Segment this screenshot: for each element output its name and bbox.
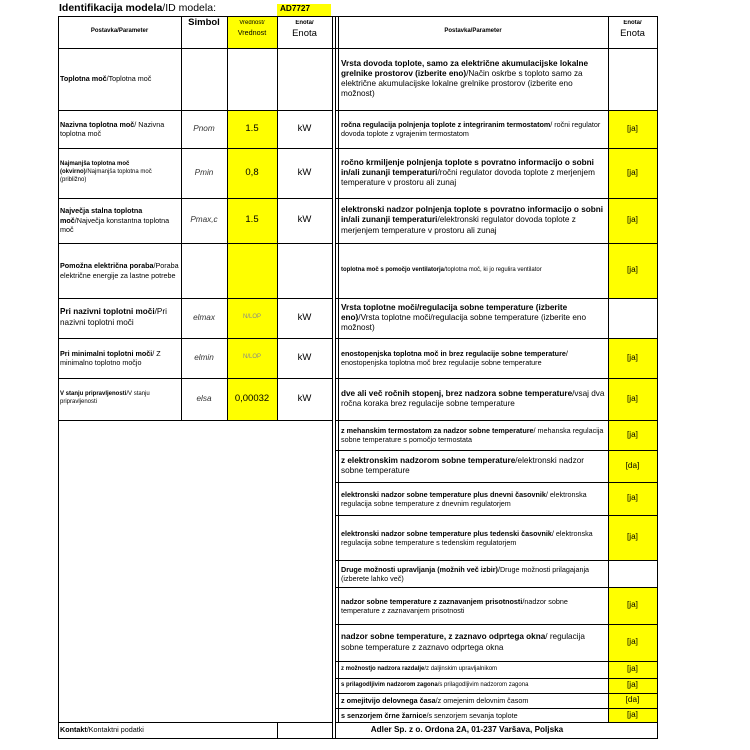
right-parameter-cell — [341, 483, 606, 514]
right-parameter-translation: /elektronski nadzor sobne temperature — [341, 455, 584, 475]
unit-text: kW — [297, 311, 312, 323]
table-rule — [335, 16, 336, 738]
right-unit-text: [ja] — [627, 680, 638, 690]
parameter-translation: / Z minimalno toplotno močjo — [60, 348, 161, 367]
symbol-cell — [181, 148, 227, 198]
unit-cell — [277, 148, 332, 198]
right-parameter-cell — [341, 561, 606, 586]
right-parameter-translation: /vsaj dva ročna koraka brez regulacije sobne temperature — [341, 388, 605, 408]
symbol-cell — [181, 378, 227, 420]
right-parameter-text — [341, 120, 606, 138]
symbol-value: Pmin — [194, 167, 214, 177]
right-parameter-name: dve ali več ročnih stopenj, brez nadzora sobne temperature — [341, 388, 573, 398]
right-parameter-cell — [341, 662, 606, 677]
right-unit-text: [ja] — [627, 664, 638, 674]
col-value-small: Vrednost/ — [239, 20, 265, 26]
right-unit-text: [ja] — [627, 352, 638, 362]
address-text: Adler Sp. z o. Ordona 2A, 01-237 Varšava, Poljska — [370, 724, 564, 734]
right-parameter-name: enostopenjska toplotna moč in brez regulacije sobne temperature — [341, 349, 566, 358]
contact-label — [60, 722, 275, 738]
right-parameter-translation: / ročni regulator dovoda toplote z vgrajenim termostatom — [341, 120, 601, 138]
parameter-text — [60, 307, 179, 328]
symbol-cell — [181, 198, 227, 243]
unit-cell — [277, 378, 332, 420]
right-unit-cell — [608, 515, 657, 560]
right-parameter-text — [341, 711, 606, 720]
col-parameter-header — [58, 16, 181, 48]
table-rule — [58, 738, 658, 739]
right-parameter-translation: /nadzor sobne temperature z zaznavanjem prisotnosti — [341, 596, 568, 615]
right-unit-cell — [608, 338, 657, 378]
parameter-cell — [60, 199, 179, 242]
right-unit-cell — [608, 378, 657, 420]
right-unit-cell — [608, 708, 657, 722]
right-parameter-name: ročna regulacija polnjenja toplote z integriranim termostatom — [341, 120, 551, 129]
symbol-cell — [181, 298, 227, 338]
right-parameter-translation: /s senzorjem sevanja toplote — [426, 710, 518, 720]
right-parameter-cell — [341, 516, 606, 559]
parameter-name: Najmanjša toplotna moč (okvirno) — [60, 161, 130, 176]
right-parameter-translation: /Način oskrbe s toploto samo za električne akumulacijske lokalne grelnike prostorov (izberite eno možnost) — [341, 68, 583, 99]
parameter-text — [60, 391, 179, 407]
parameter-cell — [60, 49, 179, 109]
right-unit-text: [ja] — [627, 123, 638, 133]
parameter-cell — [60, 149, 179, 197]
unit-cell — [277, 110, 332, 148]
right-parameter-cell — [341, 244, 606, 297]
right-col-parameter-header — [338, 16, 608, 48]
right-parameter-name: z elektronskim nadzorom sobne temperature — [341, 455, 516, 465]
right-parameter-text — [341, 529, 606, 547]
right-parameter-name: ročno krmiljenje polnjenja toplote s povratno informacijo o sobni in/ali zunanji temperaturi — [341, 157, 594, 177]
value-text: 1.5 — [245, 122, 259, 134]
right-col-unit-header — [608, 20, 657, 48]
value-cell — [227, 198, 277, 243]
value-cell — [227, 338, 277, 378]
parameter-translation: /Največja konstantna toplotna moč — [60, 215, 170, 235]
table-rule — [58, 16, 59, 738]
right-parameter-name: z omejitvijo delovnega časa — [341, 696, 436, 705]
parameter-translation: /Pri nazivni toplotni moči — [60, 307, 167, 327]
right-unit-cell — [608, 587, 657, 624]
right-parameter-text — [341, 632, 606, 653]
parameter-cell — [60, 111, 179, 147]
value-text: N/LOP — [242, 314, 261, 321]
right-unit-text: [da] — [625, 695, 640, 705]
right-parameter-translation: / enostopenjska toplotna moč brez regulacije sobne temperature — [341, 349, 568, 367]
right-parameter-translation: /s prilagodljivim nadzorom zagona — [437, 681, 529, 688]
right-unit-text: [ja] — [627, 637, 638, 647]
parameter-text — [60, 120, 179, 139]
col-unit-label: Enota — [292, 27, 317, 39]
value-text: N/LOP — [242, 354, 261, 361]
parameter-name: Pri nazivni toplotni moči — [60, 307, 155, 317]
unit-text: kW — [297, 351, 312, 363]
right-parameter-translation: / mehanska regulacija sobne temperature s pomočjo termostata — [341, 426, 604, 444]
right-parameter-name: elektronski nadzor sobne temperature plus tedenski časovnik — [341, 528, 552, 538]
right-unit-cell — [608, 420, 657, 450]
table-rule — [332, 16, 333, 738]
unit-text: kW — [297, 122, 312, 134]
parameter-name: Pomožna električna poraba — [60, 261, 154, 271]
right-parameter-name: s senzorjem črne žarnice — [341, 710, 427, 720]
right-parameter-cell — [341, 679, 606, 692]
symbol-value: elmin — [194, 352, 214, 362]
right-parameter-text — [341, 158, 606, 189]
col-unit-small: Enota/ — [295, 20, 314, 26]
right-parameter-name: nadzor sobne temperature, z zaznavo odprtega okna — [341, 632, 546, 642]
contact-bold: Kontakt — [60, 725, 87, 735]
right-unit-text: [da] — [625, 460, 640, 470]
right-unit-cell — [608, 450, 657, 482]
right-parameter-text — [341, 389, 606, 410]
right-parameter-cell — [341, 379, 606, 419]
right-parameter-cell — [341, 709, 606, 721]
right-parameter-text — [341, 205, 606, 236]
right-unit-text: [ja] — [627, 167, 638, 177]
right-parameter-cell — [341, 339, 606, 377]
right-parameter-text — [341, 666, 606, 674]
contact-rest: /Kontaktni podatki — [86, 725, 144, 735]
parameter-name: Največja stalna toplotna moč — [60, 206, 143, 225]
parameter-cell — [60, 299, 179, 337]
parameter-text — [60, 261, 179, 280]
right-unit-text: [ja] — [627, 215, 638, 225]
value-cell — [227, 298, 277, 338]
right-parameter-translation: /elektronski regulator dovoda toplote z merjenjem temperature v prostoru ali zunaj — [341, 215, 576, 235]
value-highlight — [228, 244, 277, 298]
symbol-value: Pnom — [193, 123, 215, 133]
right-parameter-translation: / elektronska regulacija sobne temperature s tedenskim regulatorjem — [341, 528, 593, 547]
col-unit-header — [277, 20, 332, 48]
col-parameter-label: Postavka/Parameter — [90, 28, 149, 35]
contact-address — [277, 722, 657, 738]
parameter-text — [60, 74, 179, 83]
table-rule — [657, 16, 658, 738]
right-col-unit-label: Enota — [620, 27, 645, 39]
col-symbol-header — [181, 17, 227, 31]
right-unit-cell — [608, 148, 657, 198]
symbol-value: Pmax,c — [190, 215, 218, 225]
right-parameter-name: Vrsta toplotne moči/regulacija sobne temperature (izberite eno) — [341, 302, 568, 322]
symbol-value: elsa — [196, 393, 212, 403]
parameter-translation: /V stanju pripravljenosti — [60, 391, 150, 405]
right-parameter-translation: / regulacija sobne temperature z zaznavo odprtega okna — [341, 632, 585, 652]
right-unit-cell — [608, 624, 657, 661]
right-parameter-translation: / elektronska regulacija sobne temperature z dnevnim regulatorjem — [341, 489, 587, 508]
right-parameter-cell — [341, 149, 606, 197]
col-value-label: Vrednost — [237, 27, 267, 37]
right-parameter-cell — [341, 694, 606, 707]
model-id: AD7727 — [280, 4, 311, 13]
parameter-text — [60, 349, 179, 368]
right-parameter-text — [341, 696, 606, 705]
right-unit-cell — [608, 678, 657, 693]
parameter-cell — [60, 339, 179, 377]
right-parameter-cell — [341, 299, 606, 337]
right-unit-text: [ja] — [627, 600, 638, 610]
parameter-translation: /Poraba električne energije za lastne potrebe — [60, 261, 179, 280]
unit-text: kW — [297, 392, 312, 404]
right-unit-cell — [608, 198, 657, 243]
right-unit-cell — [608, 693, 657, 708]
unit-text: kW — [297, 214, 312, 226]
parameter-translation: /Najmanjša toplotna moč (približno) — [60, 169, 152, 183]
right-parameter-cell — [341, 111, 606, 147]
right-parameter-translation: /Druge možnosti prilagajanja (izberete lahko več) — [341, 564, 590, 583]
right-unit-text: [ja] — [627, 393, 638, 403]
right-unit-cell — [608, 110, 657, 148]
symbol-cell — [181, 338, 227, 378]
right-unit-text: [ja] — [627, 532, 638, 542]
right-parameter-name: Vrsta dovoda toplote, samo za električne akumulacijske lokalne grelnike prostorov (izberite eno) — [341, 58, 589, 78]
right-parameter-translation: /ročni regulator dovoda toplote z merjenjem temperature v prostoru ali zunaj — [341, 167, 595, 188]
right-parameter-translation: /toplotna moč, ki jo regulira ventilator — [444, 266, 542, 273]
parameter-text — [60, 206, 179, 234]
symbol-value: elmax — [193, 312, 215, 322]
parameter-translation: / Nazivna toplotna moč — [60, 119, 165, 138]
right-unit-text: [ja] — [627, 493, 638, 503]
value-cell — [227, 148, 277, 198]
right-unit-text: [ja] — [627, 429, 638, 439]
right-parameter-name: z mehanskim termostatom za nadzor sobne temperature — [341, 426, 534, 435]
right-unit-cell — [608, 661, 657, 678]
col-value-header — [227, 20, 277, 48]
right-parameter-cell — [341, 199, 606, 242]
unit-cell — [277, 338, 332, 378]
parameter-cell — [60, 379, 179, 419]
right-parameter-text — [341, 456, 606, 477]
right-parameter-name: Druge možnosti upravljanja (možnih več izbir) — [341, 564, 498, 574]
parameter-name: Nazivna toplotna moč — [60, 119, 135, 129]
parameter-name: Pri minimalni toplotni moči — [60, 348, 153, 358]
right-parameter-name: nadzor sobne temperature z zaznavanjem prisotnosti — [341, 596, 523, 606]
right-unit-cell — [608, 482, 657, 515]
right-parameter-translation: /z omejenim delovnim časom — [435, 696, 529, 705]
right-parameter-text — [341, 682, 606, 690]
right-parameter-name: z možnostjo nadzora razdalje — [341, 665, 425, 672]
unit-text: kW — [297, 166, 312, 178]
parameter-name: Toplotna moč — [60, 74, 107, 84]
right-parameter-name: elektronski nadzor sobne temperature plus dnevni časovnik — [341, 489, 546, 499]
right-parameter-text — [341, 59, 606, 100]
table-rule — [338, 16, 339, 722]
right-col-parameter-label: Postavka/Parameter — [444, 28, 502, 35]
right-parameter-cell — [341, 451, 606, 481]
unit-cell — [277, 298, 332, 338]
right-parameter-cell — [341, 421, 606, 449]
right-unit-text: [ja] — [627, 265, 638, 275]
unit-cell — [277, 198, 332, 243]
right-parameter-text — [341, 303, 606, 334]
col-symbol-label: Simbol — [188, 17, 220, 28]
value-text: 0,00032 — [234, 392, 270, 404]
right-parameter-name: toplotna moč s pomočjo ventilatorja — [341, 266, 445, 273]
right-parameter-name: elektronski nadzor polnjenja toplote s povratno informacijo o sobni in/ali zunanji temperaturi — [341, 205, 604, 225]
right-parameter-cell — [341, 625, 606, 660]
parameter-name: V stanju pripravljenosti — [60, 391, 127, 398]
right-unit-text: [ja] — [627, 709, 638, 719]
table-rule — [58, 420, 333, 421]
right-parameter-text — [341, 597, 606, 615]
right-parameter-text — [341, 426, 606, 444]
value-text: 0,8 — [245, 166, 259, 178]
right-parameter-name: s prilagodljivim nadzorom zagona — [341, 681, 438, 688]
right-parameter-text — [341, 349, 606, 367]
parameter-text — [60, 161, 179, 184]
right-parameter-text — [341, 267, 606, 275]
right-parameter-translation: /z daljinskim upravljalnikom — [424, 665, 498, 672]
value-cell — [227, 110, 277, 148]
right-col-unit-small: Enota/ — [623, 20, 642, 26]
value-cell — [227, 378, 277, 420]
symbol-cell — [181, 110, 227, 148]
right-parameter-text — [341, 565, 606, 583]
parameter-translation: /Toplotna moč — [106, 74, 152, 84]
parameter-cell — [60, 244, 179, 297]
right-parameter-text — [341, 490, 606, 508]
model-label: Identifikacija modela/ID modela: — [59, 2, 216, 14]
right-parameter-cell — [341, 588, 606, 623]
right-unit-cell — [608, 243, 657, 298]
right-parameter-translation: /Vrsta toplotne moči/regulacija sobne temperature (izberite eno možnost) — [341, 312, 586, 333]
value-text: 1.5 — [245, 214, 259, 226]
right-parameter-cell — [341, 49, 606, 109]
